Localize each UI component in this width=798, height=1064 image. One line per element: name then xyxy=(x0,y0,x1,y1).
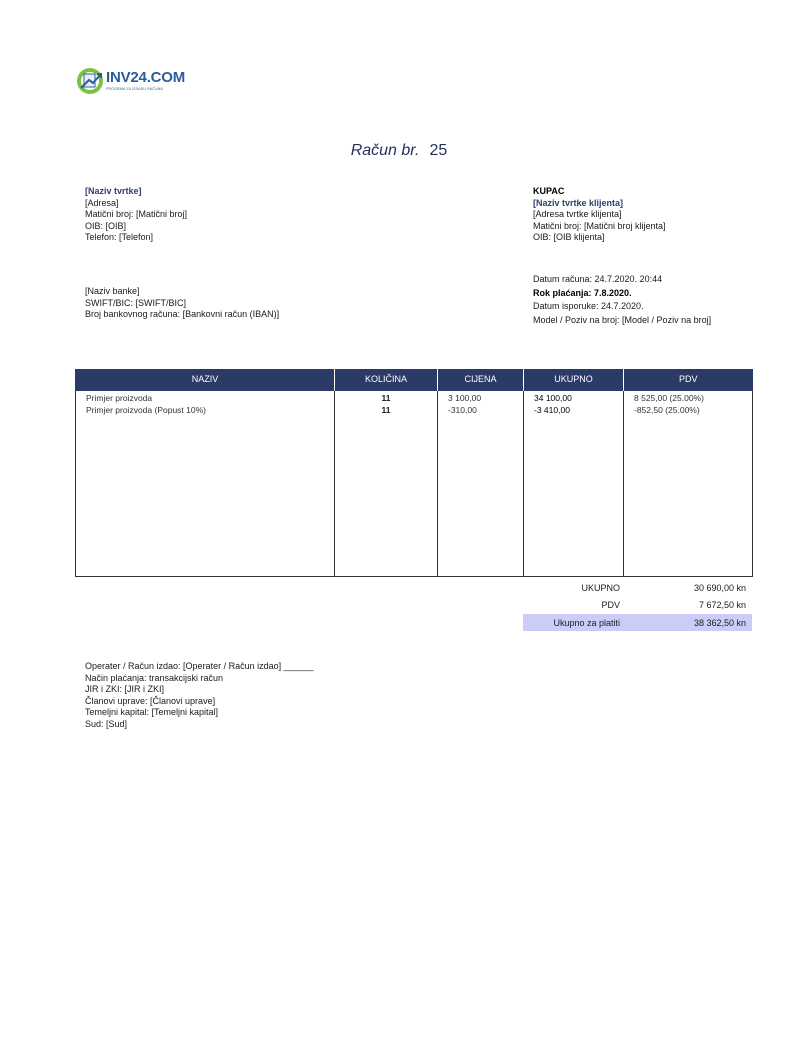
footer-block xyxy=(85,661,314,730)
grand-total-value: 38 362,50 kn xyxy=(693,618,746,628)
item-vat: 8 525,00 (25.00%) xyxy=(634,393,704,403)
logo-name: INV24.COM xyxy=(106,69,186,86)
footer-jir-zki: JIR i ZKI: [JIR i ZKI] xyxy=(85,684,165,694)
price-column xyxy=(438,391,524,577)
item-total: -3 410,00 xyxy=(534,404,570,415)
item-total: 34 100,00 xyxy=(534,393,572,403)
buyer-block xyxy=(533,186,666,244)
item-name: Primjer proizvoda (Popust 10%) xyxy=(86,404,206,415)
subtotal-value: 30 690,00 kn xyxy=(693,583,746,593)
footer-operator: Operater / Račun izdao: [Operater / Račun izdao] ______ xyxy=(85,661,314,671)
delivery-date: Datum isporuke: 24.7.2020. xyxy=(533,301,644,311)
items-table xyxy=(75,369,753,577)
seller-reg-no: Matični broj: [Matični broj] xyxy=(85,209,188,219)
item-price: 3 100,00 xyxy=(448,393,482,403)
vat-total-value: 7 672,50 kn xyxy=(698,600,746,610)
buyer-heading: KUPAC xyxy=(533,186,565,196)
vat-column xyxy=(624,391,753,577)
seller-oib: OIB: [OIB] xyxy=(85,220,127,231)
invoice-number: 25 xyxy=(429,142,448,159)
item-price: -310,00 xyxy=(448,404,477,415)
buyer-address: [Adresa tvrtke klijenta] xyxy=(533,209,622,219)
item-vat: -852,50 (25.00%) xyxy=(634,404,700,415)
buyer-reg-no: Matični broj: [Matični broj klijenta] xyxy=(533,220,666,231)
seller-bank-block xyxy=(85,286,279,321)
vat-total-label: PDV xyxy=(601,600,620,610)
seller-phone: Telefon: [Telefon] xyxy=(85,232,154,242)
table-header-row xyxy=(76,369,753,391)
seller-bank: [Naziv banke] xyxy=(85,286,140,296)
seller-account: Broj bankovnog računa: [Bankovni račun (IBAN)] xyxy=(85,309,280,319)
column-header-quantity: KOLIČINA xyxy=(335,369,438,391)
item-quantity: 11 xyxy=(381,393,391,403)
column-header-total: UKUPNO xyxy=(524,369,624,391)
total-column xyxy=(524,391,624,577)
footer-share-capital: Temeljni kapital: [Temeljni kapital] xyxy=(85,707,219,717)
item-name: Primjer proizvoda xyxy=(86,393,153,403)
column-header-vat: PDV xyxy=(624,369,753,391)
seller-swift: SWIFT/BIC: [SWIFT/BIC] xyxy=(85,297,186,308)
buyer-oib: OIB: [OIB klijenta] xyxy=(533,232,605,242)
due-date: Rok plaćanja: 7.8.2020. xyxy=(533,287,632,298)
footer-payment-method: Način plaćanja: transakcijski račun xyxy=(85,672,224,683)
invoice-title-label: Račun br. xyxy=(350,142,420,159)
subtotal-label: UKUPNO xyxy=(581,583,620,593)
logo-tagline: PROGRAM ZA IZRADU RAČUNA xyxy=(106,87,163,91)
dates-block xyxy=(533,273,711,327)
table-body xyxy=(76,391,753,577)
buyer-name: [Naziv tvrtke klijenta] xyxy=(533,197,624,208)
name-column xyxy=(76,391,335,577)
grand-total-label: Ukupno za platiti xyxy=(553,618,620,628)
invoice-title xyxy=(0,141,798,161)
column-header-price: CIJENA xyxy=(438,369,524,391)
footer-court: Sud: [Sud] xyxy=(85,718,128,729)
column-header-name: NAZIV xyxy=(76,369,335,391)
payment-reference: Model / Poziv na broj: [Model / Poziv na broj] xyxy=(533,314,712,325)
seller-block xyxy=(85,186,187,244)
logo xyxy=(75,66,185,96)
quantity-column xyxy=(335,391,438,577)
seller-address: [Adresa] xyxy=(85,197,119,208)
footer-board-members: Članovi uprave: [Članovi uprave] xyxy=(85,695,216,706)
invoice-date: Datum računa: 24.7.2020. 20:44 xyxy=(533,274,663,284)
logo-icon xyxy=(75,66,105,96)
item-quantity: 11 xyxy=(381,404,391,415)
seller-name: [Naziv tvrtke] xyxy=(85,186,142,196)
